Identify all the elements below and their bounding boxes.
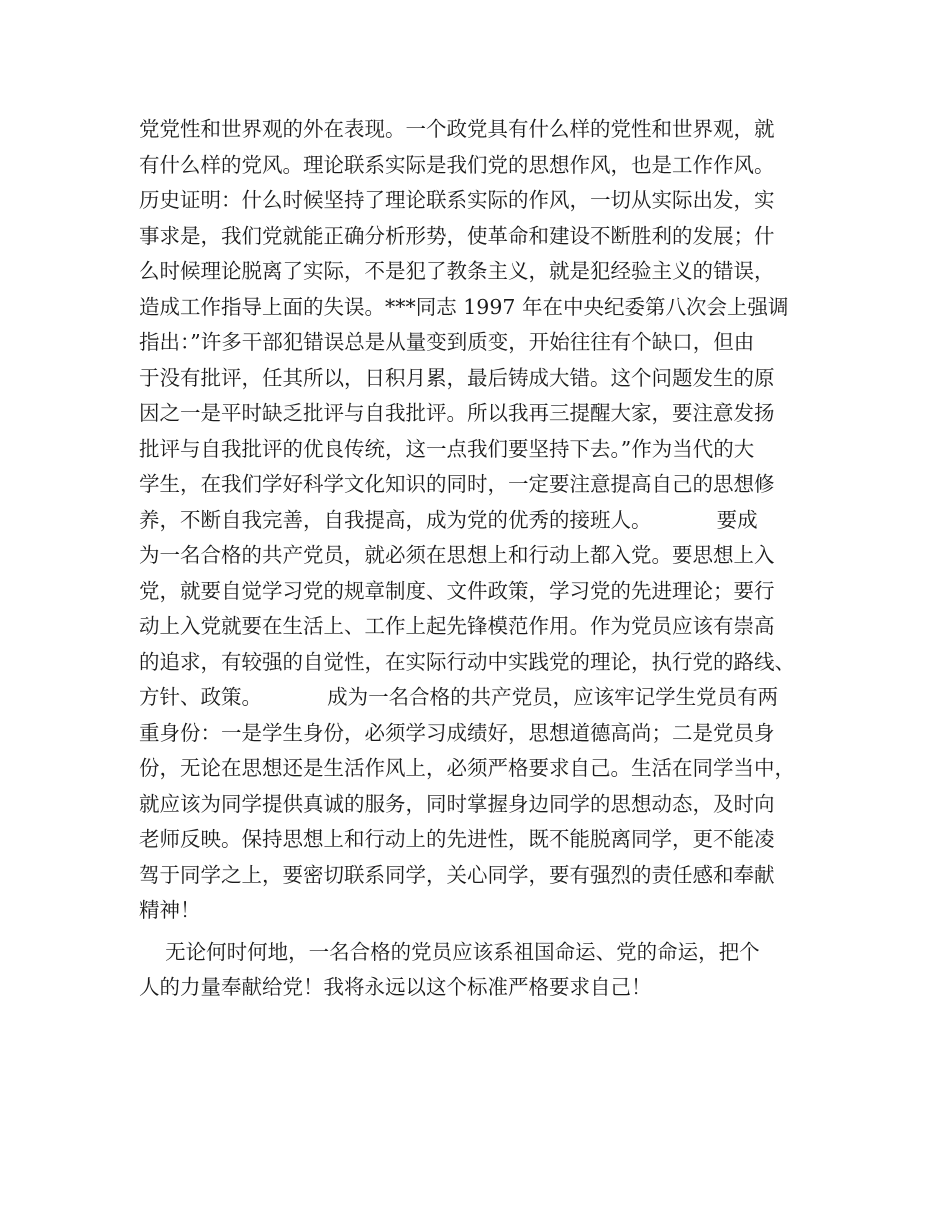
text-line: 事求是，我们党就能正确分析形势，使革命和建设不断胜利的发展；什 xyxy=(139,223,775,248)
text-line: 重身份：一是学生身份，必须学习成绩好，思想道德高尚；二是党员身 xyxy=(139,720,775,745)
text-line: 学生，在我们学好科学文化知识的同时，一定要注意提高自己的思想修 xyxy=(139,472,775,496)
text-line: 指出：”许多干部犯错误总是从量变到质变，开始往往有个缺口，但由 xyxy=(139,330,755,354)
text-line: 党党性和世界观的外在表现。一个政党具有什么样的党性和世界观，就 xyxy=(139,117,775,141)
text-line: 因之一是平时缺乏批评与自我批评。所以我再三提醒大家，要注意发扬 xyxy=(139,401,775,425)
text-line: 人的力量奉献给党！我将永远以这个标准严格要求自己！ xyxy=(139,975,652,999)
text-line: 就应该为同学提供真诚的服务，同时掌握身边同学的思想动态，及时向 xyxy=(139,791,775,816)
text-line: 党，就要自觉学习党的规章制度、文件政策，学习党的先进理论；要行 xyxy=(139,578,775,603)
text-line: 造成工作指导上面的失误。***同志 1997 年在中央纪委第八次会上强调 xyxy=(139,294,789,319)
document-body xyxy=(139,112,839,1006)
text-line: 于没有批评，任其所以，日积月累，最后铸成大错。这个问题发生的原 xyxy=(139,365,775,390)
text-line: 份，无论在思想还是生活作风上，必须严格要求自己。生活在同学当中， xyxy=(139,756,795,780)
text-line: 养，不断自我完善，自我提高，成为党的优秀的接班人。 要成 xyxy=(139,507,758,532)
text-line: 为一名合格的共产党员，就必须在思想上和行动上都入党。要思想上入 xyxy=(139,543,775,567)
text-line: 的追求，有较强的自觉性，在实际行动中实践党的理论，执行党的路线、 xyxy=(139,649,795,674)
text-line: 方针、政策。 成为一名合格的共产党员，应该牢记学生党员有两 xyxy=(139,685,779,709)
text-line: 无论何时何地，一名合格的党员应该系祖国命运、党的命运，把个 xyxy=(139,939,760,964)
text-line: 驾于同学之上，要密切联系同学，关心同学，要有强烈的责任感和奉献 xyxy=(139,862,775,887)
text-line: 精神！ xyxy=(139,898,201,922)
text-line: 批评与自我批评的优良传统，这一点我们要坚持下去。”作为当代的大 xyxy=(139,436,755,461)
text-line: 么时候理论脱离了实际，不是犯了教条主义，就是犯经验主义的错误， xyxy=(139,259,775,283)
text-line: 有什么样的党风。理论联系实际是我们党的思想作风，也是工作作风。 xyxy=(139,152,775,177)
paragraph-2 xyxy=(139,935,839,1006)
text-line: 老师反映。保持思想上和行动上的先进性，既不能脱离同学，更不能凌 xyxy=(139,827,775,851)
text-line: 历史证明：什么时候坚持了理论联系实际的作风，一切从实际出发，实 xyxy=(139,188,775,212)
paragraph-1 xyxy=(139,112,839,929)
text-line: 动上入党就要在生活上、工作上起先锋模范作用。作为党员应该有崇高 xyxy=(139,614,775,638)
